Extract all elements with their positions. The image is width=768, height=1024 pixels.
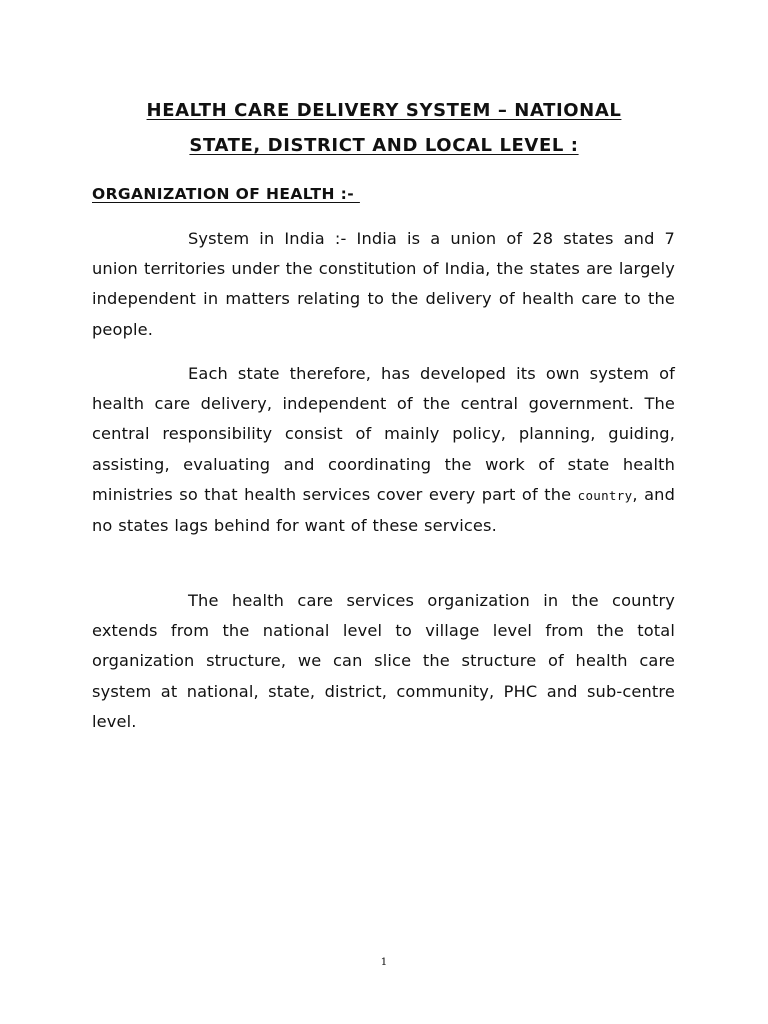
paragraph-2-text-before: Each state therefore, has developed its own system of health care delivery, independent of the central government. The central responsibility consist of mainly policy, planning, guiding, assisting, evaluating and coordinating the work of state health ministries so that health services cover every part of the bbox=[92, 364, 675, 504]
paragraph-2-small-word: country bbox=[577, 487, 633, 503]
paragraph-3: The health care services organization in the country extends from the national level to village level from the total organization structure, we can slice the structure of health care system at national, state, district, community, PHC and sub-centre level. bbox=[92, 591, 675, 731]
document-title-line-1: HEALTH CARE DELIVERY SYSTEM – NATIONAL bbox=[146, 100, 622, 121]
paragraph-2-text-after: , and no states lags behind for want of these services. bbox=[92, 484, 676, 536]
section-heading: ORGANIZATION OF HEALTH :- bbox=[92, 185, 360, 203]
page-number: 1 bbox=[380, 956, 388, 968]
paragraph-1: System in India :- India is a union of 28 states and 7 union territories under the constitution of India, the states are largely independent in matters relating to the delivery of health care to the people. bbox=[92, 229, 675, 339]
paragraph-2 bbox=[92, 359, 675, 541]
document-title-line-2: STATE, DISTRICT AND LOCAL LEVEL : bbox=[189, 135, 579, 156]
